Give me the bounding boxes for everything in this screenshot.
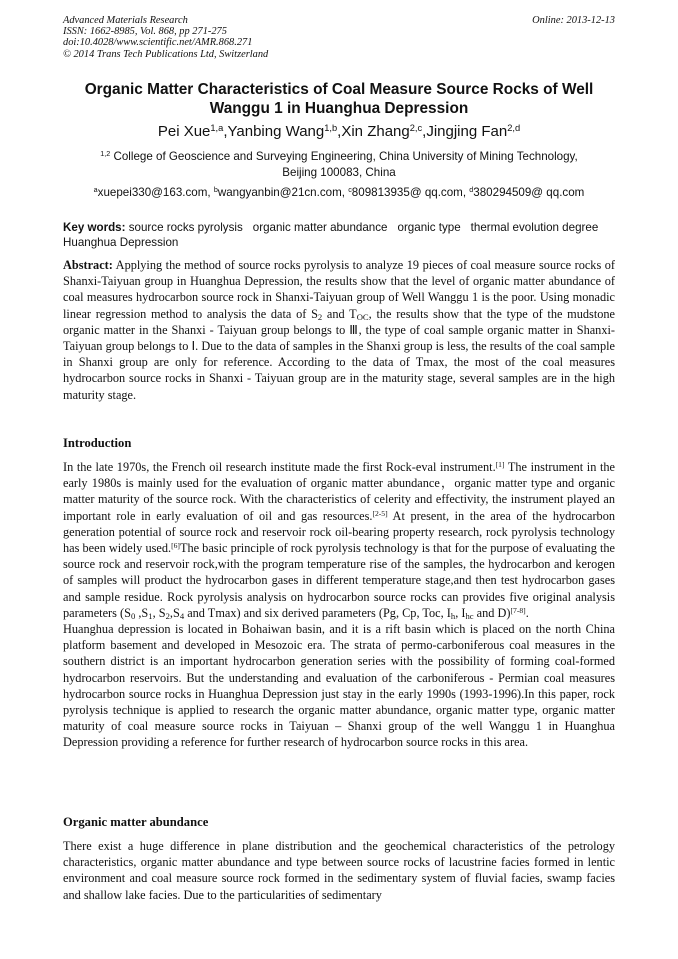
title-line-1: Organic Matter Characteristics of Coal Measure Source Rocks of Well (84, 81, 594, 98)
email: $^c$809813935@ qq.com, (348, 185, 470, 199)
email: $^b$wangyanbin@21cn.com, (213, 185, 349, 199)
keywords (63, 220, 615, 250)
email: $^a$xuepei330@163.com, (93, 185, 214, 199)
paragraph: There exist a huge difference in plane distribution and the geochemical characteristics of the petrology characteristics, organic matter abundance and type between source rocks of lacustrine facies formed in lentic environment and coal measure source rock formed in the sedimentary system of fluvial facies, swamp facies and shallow lake facies. Due to the particularities of sedimentary (63, 839, 615, 902)
keyword: organic matter abundance (252, 221, 388, 234)
author: Yanbing Wang$^{1,b}$, (227, 122, 342, 140)
affiliation-line-1: $^{1,2}$ College of Geoscience and Surveying Engineering, China University of Mining Technology, (100, 149, 578, 163)
keyword: Huanghua Depression (63, 236, 179, 249)
journal-name: Advanced Materials Research (63, 15, 188, 26)
paper-title (60, 80, 618, 118)
author: Jingjing Fan$^{2,d}$ (426, 122, 521, 140)
keywords-label: Key words: (63, 221, 126, 234)
affiliation (66, 149, 612, 180)
doi: doi:10.4028/www.scientific.net/AMR.868.271 (63, 37, 253, 49)
introduction-heading: Introduction (63, 436, 132, 450)
keyword: organic type (397, 221, 461, 234)
author-list (40, 122, 638, 142)
online-date: Online: 2013-12-13 (532, 15, 615, 26)
title-line-2: Wanggu 1 in Huanghua Depression (209, 100, 469, 117)
section-heading: Organic matter abundance (63, 815, 209, 829)
journal-header (63, 15, 615, 60)
author: Pei Xue$^{1,a}$, (157, 122, 228, 140)
copyright: © 2014 Trans Tech Publications Ltd, Switzerland (63, 48, 269, 60)
author: Xin Zhang$^{2,c}$, (341, 122, 427, 140)
citation: [7-8] (510, 605, 526, 615)
paragraph: Huanghua depression is located in Bohaiwan basin, and it is a rift basin which is placed on the north China platform basement and developed in Mesozoic era. The strata of permo-carboniferous coal measures in the southern district is an important hydrocarbon generation series with the possibility of forming coal-formed hydrocarbon reservoirs. But the understanding and evaluation of the carboniferous - Permian coal measures hydrocarbon source rocks in Huanghua Depression just stay in the early 1990s (1993-1996).In this paper, rock pyrolysis technique is applied to research the organic matter abundance, organic matter type, organic matter maturity of coal measure source rocks in Taiyuan – Shanxi group of the well Wanggu 1 in Huanghua Depression providing a reference for further research of hydrocarbon source rocks in this area. (63, 622, 615, 750)
email-list (40, 185, 638, 200)
issn: ISSN: 1662-8985, Vol. 868, pp 271-275 (63, 26, 227, 38)
paragraph: In the late 1970s, the French oil research institute made the first Rock-eval instrument.[1] The instrument in the early 1980s is mainly used for the evaluation of organic matter abundance，organic matter type and organic matter maturity of the source rock. With the characteristics of celerity and effectivity, the instrument played an important role in early evaluation of oil and gas resources.[2-5] At present, in the area of the hydrocarbon generation potential of source rock and reservoir rock oil-bearing property research, rock pyrolysis technology has been widely used.[6]The basic principle of rock pyrolysis technology is that for the purpose of evaluating the source rock and reservoir rock,with the program temperature rise of the samples, the hydrocarbon and kerogen of samples will product the hydrocarbon gases in different temperature stage,and then test hydrocarbon gases and sample residue. Rock pyrolysis analysis on hydrocarbon source rocks can provides five original analysis parameters ($S_0$ $,S_1$, $S_2,S_4$ and Tmax) and six derived parameters (Pg, Cp, Toc, $I_h$, $I_{hc}$ and D)[7-8]. (63, 459, 616, 621)
introduction-body (63, 459, 615, 751)
citation: [1] (495, 459, 505, 469)
abstract-label: Abstract: (63, 258, 113, 272)
abstract: Abstract: Applying the method of source rocks pyrolysis to analyze 19 pieces of coal measure source rocks of Shanxi-Taiyuan group in Huanghua Depression, the results show that the level of organic matter abundance of coal measures hydrocarbon source rock in Shanxi-Taiyuan group of Well Wanggu 1 is the poor. Using monadic linear regression method to analysis the data of $S_2$ and $T_{OC}$, the results show that the type of the mudstone organic matter in the Shanxi - Taiyuan group belongs to Ⅲ, the type of coal sample organic matter in Shanxi-Taiyuan group belongs to Ⅰ. Due to the data of samples in the Shanxi group is less, the results of the coal sample in Shanxi group are only for reference. According to the data of Tmax, the most of the coal measures hydrocarbon source rocks in Shanxi - Taiyuan group are in the maturity stage, several samples are in the high maturity stage. (63, 258, 615, 402)
citation: [2-5] (372, 508, 388, 518)
citation: [6] (171, 540, 180, 550)
section-body (63, 838, 615, 903)
affiliation-line-2: Beijing 100083, China (282, 165, 396, 179)
keyword: source rocks pyrolysis (128, 221, 243, 234)
keyword: thermal evolution degree (470, 221, 599, 234)
email: $^d$380294509@ qq.com (469, 185, 585, 199)
